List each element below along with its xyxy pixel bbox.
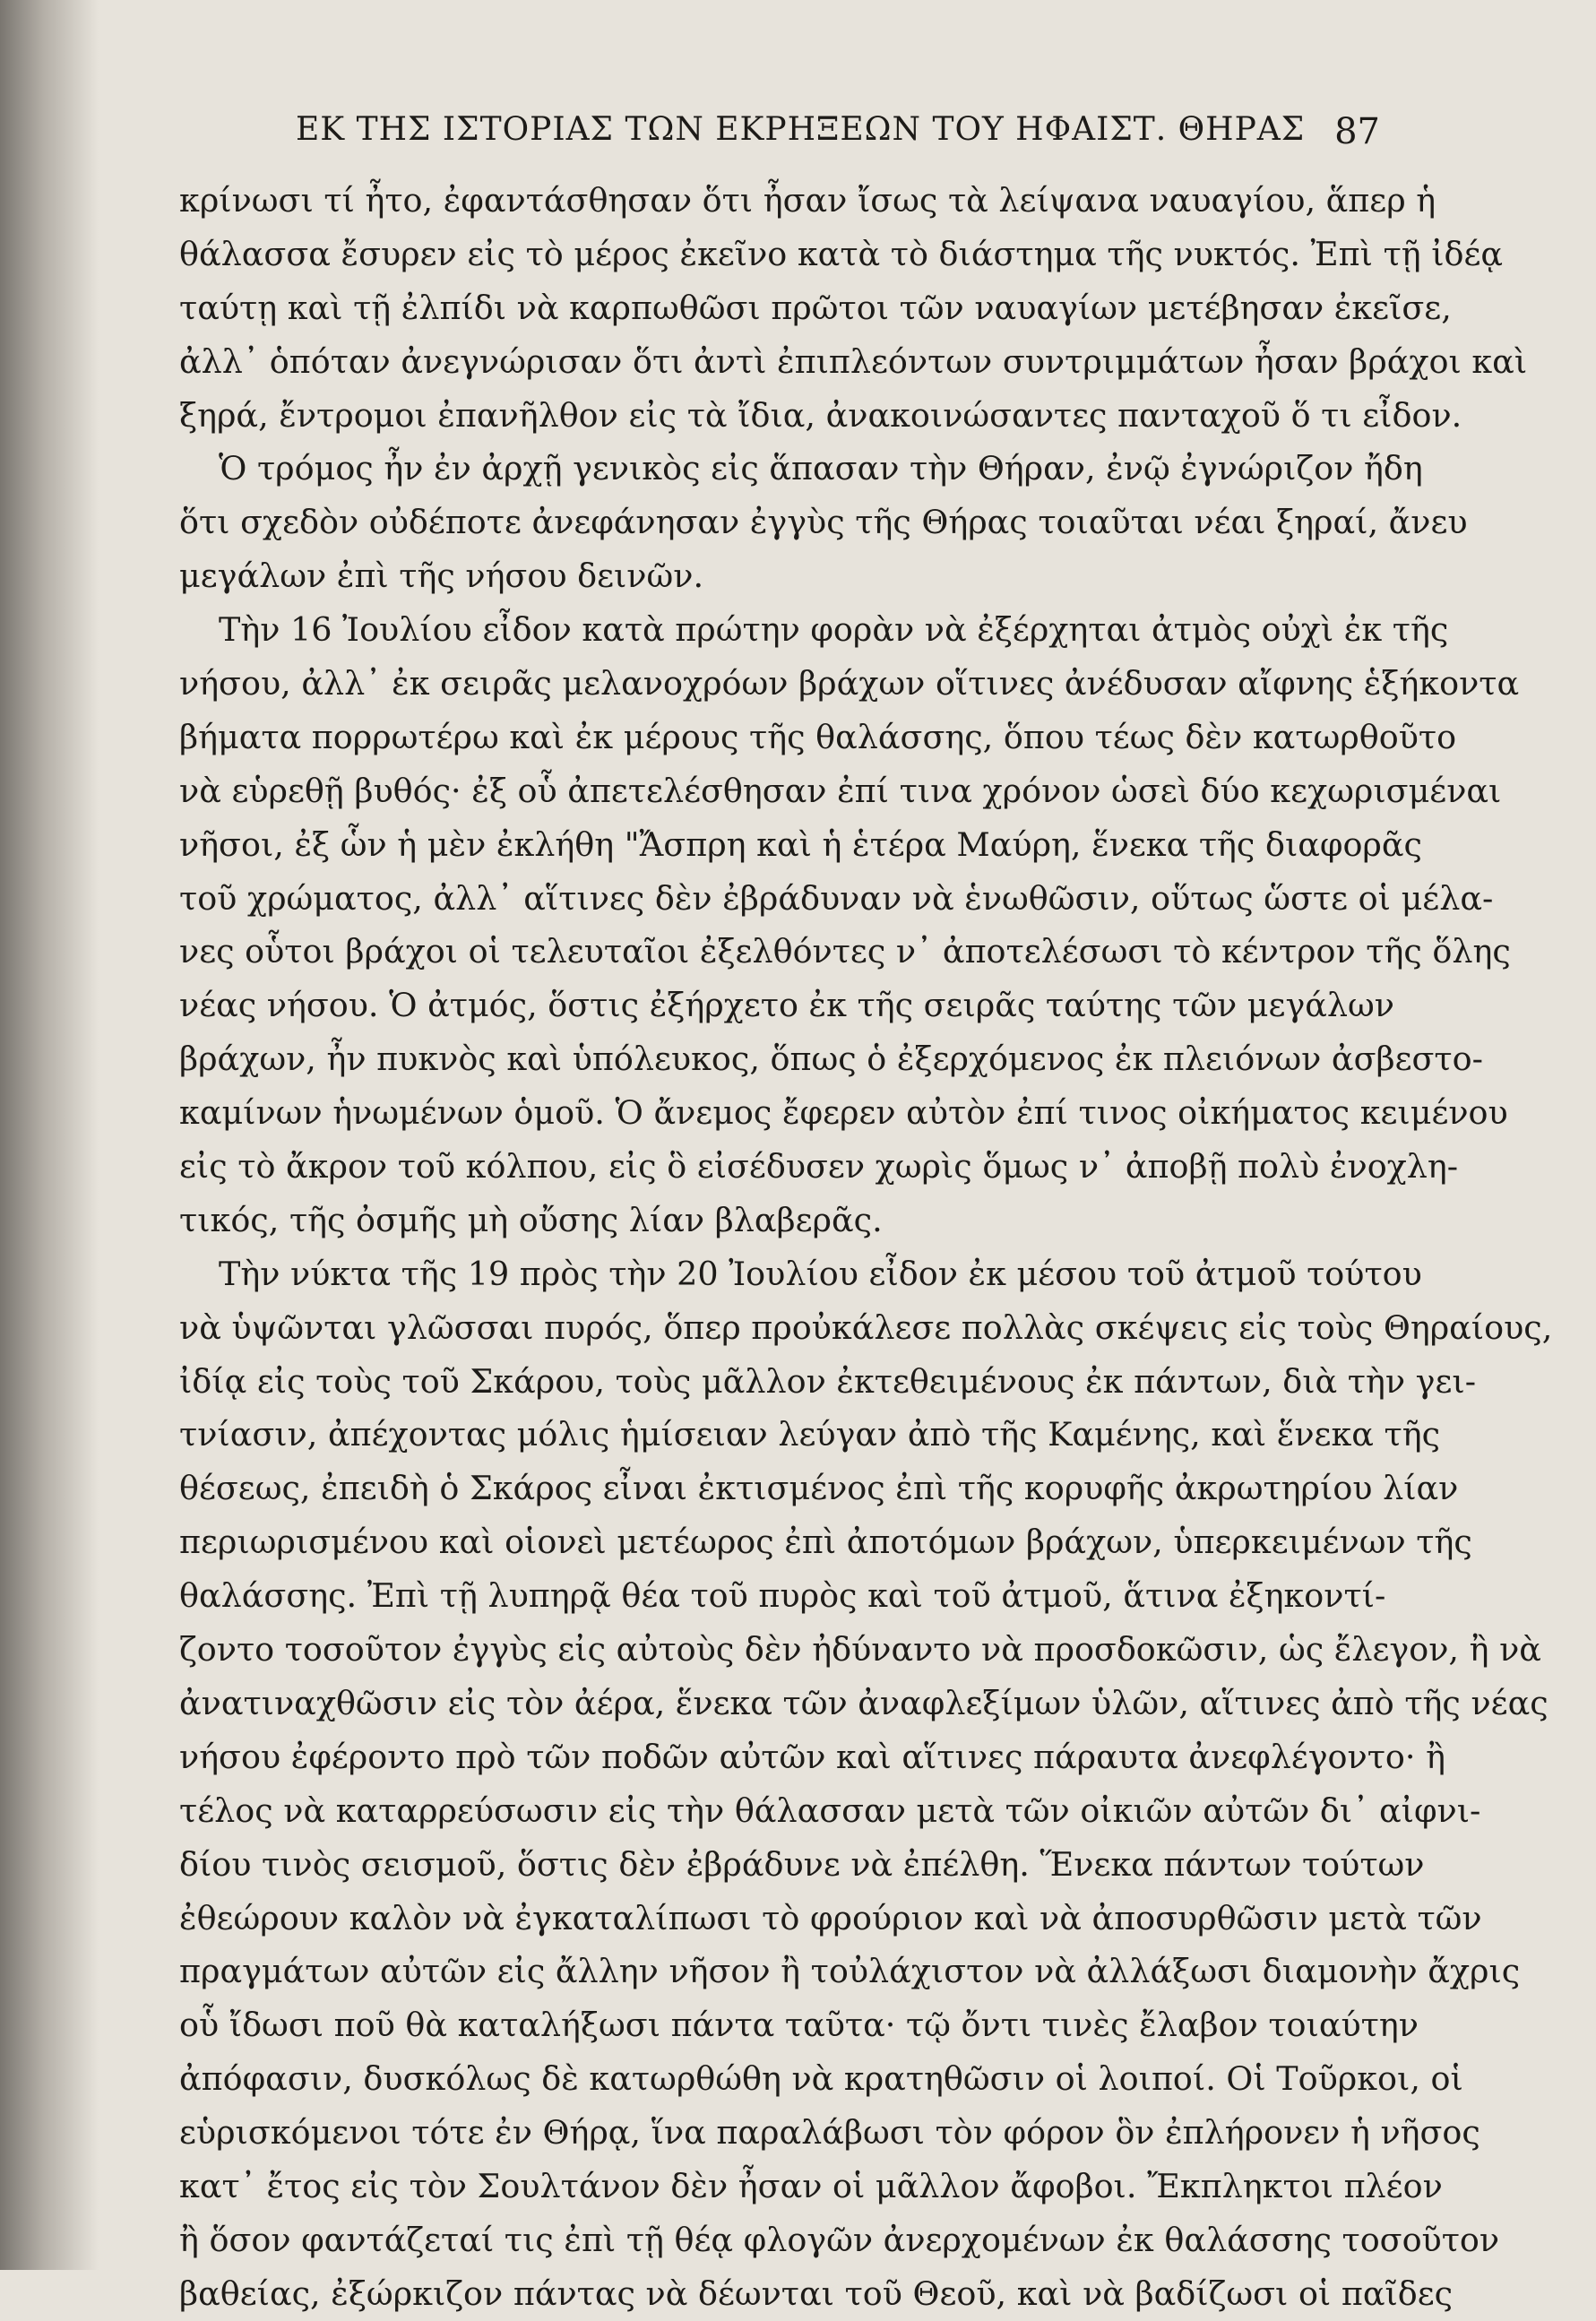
text-line: τέλος νὰ καταρρεύσωσιν εἰς τὴν θάλασσαν μετὰ τῶν οἰκιῶν αὐτῶν δι᾽ αἰφνι- [179, 1790, 1481, 1830]
text-line: εὑρισκόμενοι τότε ἐν Θήρᾳ, ἵνα παραλάβωσι τὸν φόρον ὃν ἐπλήρονεν ἡ νῆσος [179, 2113, 1480, 2153]
text-line: κρίνωσι τί ἦτο, ἐφαντάσθησαν ὅτι ἦσαν ἴσως τὰ λείψανα ναυαγίου, ἅπερ ἡ [179, 181, 1436, 220]
text-line: καμίνων ἡνωμένων ὁμοῦ. Ὁ ἄνεμος ἔφερεν αὐτὸν ἐπί τινος οἰκήματος κειμένου [179, 1093, 1508, 1133]
text-line: θάλασσα ἔσυρεν εἰς τὸ μέρος ἐκεῖνο κατὰ τὸ διάστημα τῆς νυκτός. Ἐπὶ τῇ ἰδέᾳ [179, 234, 1504, 273]
text-line: νῆσοι, ἐξ ὧν ἡ μὲν ἐκλήθη "Ἄσπρη καὶ ἡ ἑτέρα Μαύρη, ἕνεκα τῆς διαφορᾶς [179, 824, 1422, 864]
text-line: πραγμάτων αὐτῶν εἰς ἄλλην νῆσον ἢ τοὐλάχιστον νὰ ἀλλάξωσι διαμονὴν ἄχρις [179, 1952, 1521, 1991]
text-line: νὰ ὑψῶνται γλῶσσαι πυρός, ὅπερ προὐκάλεσε πολλὰς σκέψεις εἰς τοὺς Θηραίους, [179, 1307, 1553, 1347]
text-line: ταύτῃ καὶ τῇ ἐλπίδι νὰ καρπωθῶσι πρῶτοι τῶν ναυαγίων μετέβησαν ἐκεῖσε, [179, 288, 1452, 327]
text-line: ὅτι σχεδὸν οὐδέποτε ἀνεφάνησαν ἐγγὺς τῆς Θήρας τοιαῦται νέαι ξηραί, ἄνευ [179, 503, 1468, 542]
text-line: θέσεως, ἐπειδὴ ὁ Σκάρος εἶναι ἐκτισμένος ἐπὶ τῆς κορυφῆς ἀκρωτηρίου λίαν [179, 1469, 1459, 1508]
running-title: ΕΚ ΤΗΣ ΙΣΤΟΡΙΑΣ ΤΩΝ ΕΚΡΗΞΕΩΝ ΤΟΥ ΗΦΑΙΣΤ. ΘΗΡΑΣ [296, 111, 1306, 148]
text-line: κατ᾽ ἔτος εἰς τὸν Σουλτάνον δὲν ἦσαν οἱ μᾶλλον ἄφοβοι. Ἔκπληκτοι πλέον [179, 2166, 1443, 2205]
text-line: οὗ ἴδωσι ποῦ θὰ καταλήξωσι πάντα ταῦτα· τῷ ὄντι τινὲς ἔλαβον τοιαύτην [179, 2006, 1419, 2045]
running-head [179, 99, 1380, 152]
text-line: μεγάλων ἐπὶ τῆς νήσου δεινῶν. [179, 557, 704, 596]
text-line: ἀνατιναχθῶσιν εἰς τὸν ἀέρα, ἕνεκα τῶν ἀναφλεξίμων ὑλῶν, αἵτινες ἀπὸ τῆς νέας [179, 1683, 1549, 1722]
text-line: τνίασιν, ἀπέχοντας μόλις ἡμίσειαν λεύγαν ἀπὸ τῆς Καμένης, καὶ ἕνεκα τῆς [179, 1415, 1441, 1454]
text-line: δίου τινὸς σεισμοῦ, ὅστις δὲν ἐβράδυνε νὰ ἐπέλθη. Ἕνεκα πάντων τούτων [179, 1844, 1425, 1884]
text-line: θαλάσσης. Ἐπὶ τῇ λυπηρᾷ θέα τοῦ πυρὸς καὶ τοῦ ἀτμοῦ, ἅτινα ἐξηκοντί- [179, 1576, 1386, 1616]
text-line: ἐθεώρουν καλὸν νὰ ἐγκαταλίπωσι τὸ φρούριον καὶ νὰ ἀποσυρθῶσιν μετὰ τῶν [179, 1898, 1482, 1937]
text-line: ἀλλ᾽ ὁπόταν ἀνεγνώρισαν ὅτι ἀντὶ ἐπιπλεόντων συντριμμάτων ἦσαν βράχοι καὶ [179, 341, 1528, 381]
text-line: βήματα πορρωτέρω καὶ ἐκ μέρους τῆς θαλάσσης, ὅπου τέως δὲν κατωρθοῦτο [179, 717, 1457, 756]
text-line: βαθείας, ἐξώρκιζον πάντας νὰ δέωνται τοῦ Θεοῦ, καὶ νὰ βαδίζωσι οἱ παῖδες [179, 2274, 1454, 2313]
text-line: ξηρά, ἔντρομοι ἐπανῆλθον εἰς τὰ ἴδια, ἀνακοινώσαντες πανταχοῦ ὅ τι εἶδον. [179, 395, 1462, 435]
text-line: νέας νήσου. Ὁ ἀτμός, ὅστις ἐξήρχετο ἐκ τῆς σειρᾶς ταύτης τῶν μεγάλων [179, 986, 1394, 1025]
text-line: βράχων, ἦν πυκνὸς καὶ ὑπόλευκος, ὅπως ὁ ἐξερχόμενος ἐκ πλειόνων ἀσβεστο- [179, 1040, 1483, 1079]
text-line: νὰ εὑρεθῇ βυθός· ἐξ οὗ ἀπετελέσθησαν ἐπί τινα χρόνον ὡσεὶ δύο κεχωρισμέναι [179, 771, 1502, 810]
book-page [179, 99, 1553, 2321]
text-line: τικός, τῆς ὀσμῆς μὴ οὔσης λίαν βλαβερᾶς. [179, 1200, 883, 1239]
text-line: ζοντο τοσοῦτον ἐγγὺς εἰς αὐτοὺς δὲν ἠδύναντο νὰ προσδοκῶσιν, ὡς ἔλεγον, ἢ νὰ [179, 1630, 1541, 1670]
text-line: νες οὗτοι βράχοι οἱ τελευταῖοι ἐξελθόντες ν᾽ ἀποτελέσωσι τὸ κέντρον τῆς ὅλης [179, 932, 1511, 971]
text-line: ἀπόφασιν, δυσκόλως δὲ κατωρθώθη νὰ κρατηθῶσιν οἱ λοιποί. Οἱ Τοῦρκοι, οἱ [179, 2059, 1463, 2099]
text-line: νήσου, ἀλλ᾽ ἐκ σειρᾶς μελανοχρόων βράχων οἵτινες ἀνέδυσαν αἴφνης ἑξήκοντα [179, 664, 1520, 703]
text-line: τοῦ χρώματος, ἀλλ᾽ αἵτινες δὲν ἐβράδυναν νὰ ἑνωθῶσιν, οὕτως ὥστε οἱ μέλα- [179, 878, 1494, 918]
text-line: Τὴν νύκτα τῆς 19 πρὸς τὴν 20 Ἰουλίου εἶδον ἐκ μέσου τοῦ ἀτμοῦ τούτου [219, 1254, 1422, 1293]
binding-shadow [0, 0, 99, 2270]
text-line: Ὁ τρόμος ἦν ἐν ἀρχῇ γενικὸς εἰς ἅπασαν τὴν Θήραν, ἐνῷ ἐγνώριζον ἤδη [219, 449, 1423, 488]
text-line: νήσου ἐφέροντο πρὸ τῶν ποδῶν αὐτῶν καὶ αἵτινες πάραυτα ἀνεφλέγοντο· ἢ [179, 1737, 1445, 1776]
text-line: ἢ ὅσον φαντάζεταί τις ἐπὶ τῇ θέᾳ φλογῶν ἀνερχομένων ἐκ θαλάσσης τοσοῦτον [179, 2220, 1500, 2259]
page-number: 87 [1334, 111, 1380, 152]
body-text [179, 174, 1553, 2321]
text-line: εἰς τὸ ἄκρον τοῦ κόλπου, εἰς ὃ εἰσέδυσεν χωρὶς ὅμως ν᾽ ἀποβῇ πολὺ ἐνοχλη- [179, 1147, 1459, 1186]
text-line: περιωρισμένου καὶ οἱονεὶ μετέωρος ἐπὶ ἀποτόμων βράχων, ὑπερκειμένων τῆς [179, 1523, 1472, 1562]
text-line: Τὴν 16 Ἰουλίου εἶδον κατὰ πρώτην φορὰν νὰ ἐξέρχηται ἀτμὸς οὐχὶ ἐκ τῆς [219, 610, 1449, 650]
text-line: ἰδίᾳ εἰς τοὺς τοῦ Σκάρου, τοὺς μᾶλλον ἐκτεθειμένους ἐκ πάντων, διὰ τὴν γει- [179, 1361, 1477, 1401]
